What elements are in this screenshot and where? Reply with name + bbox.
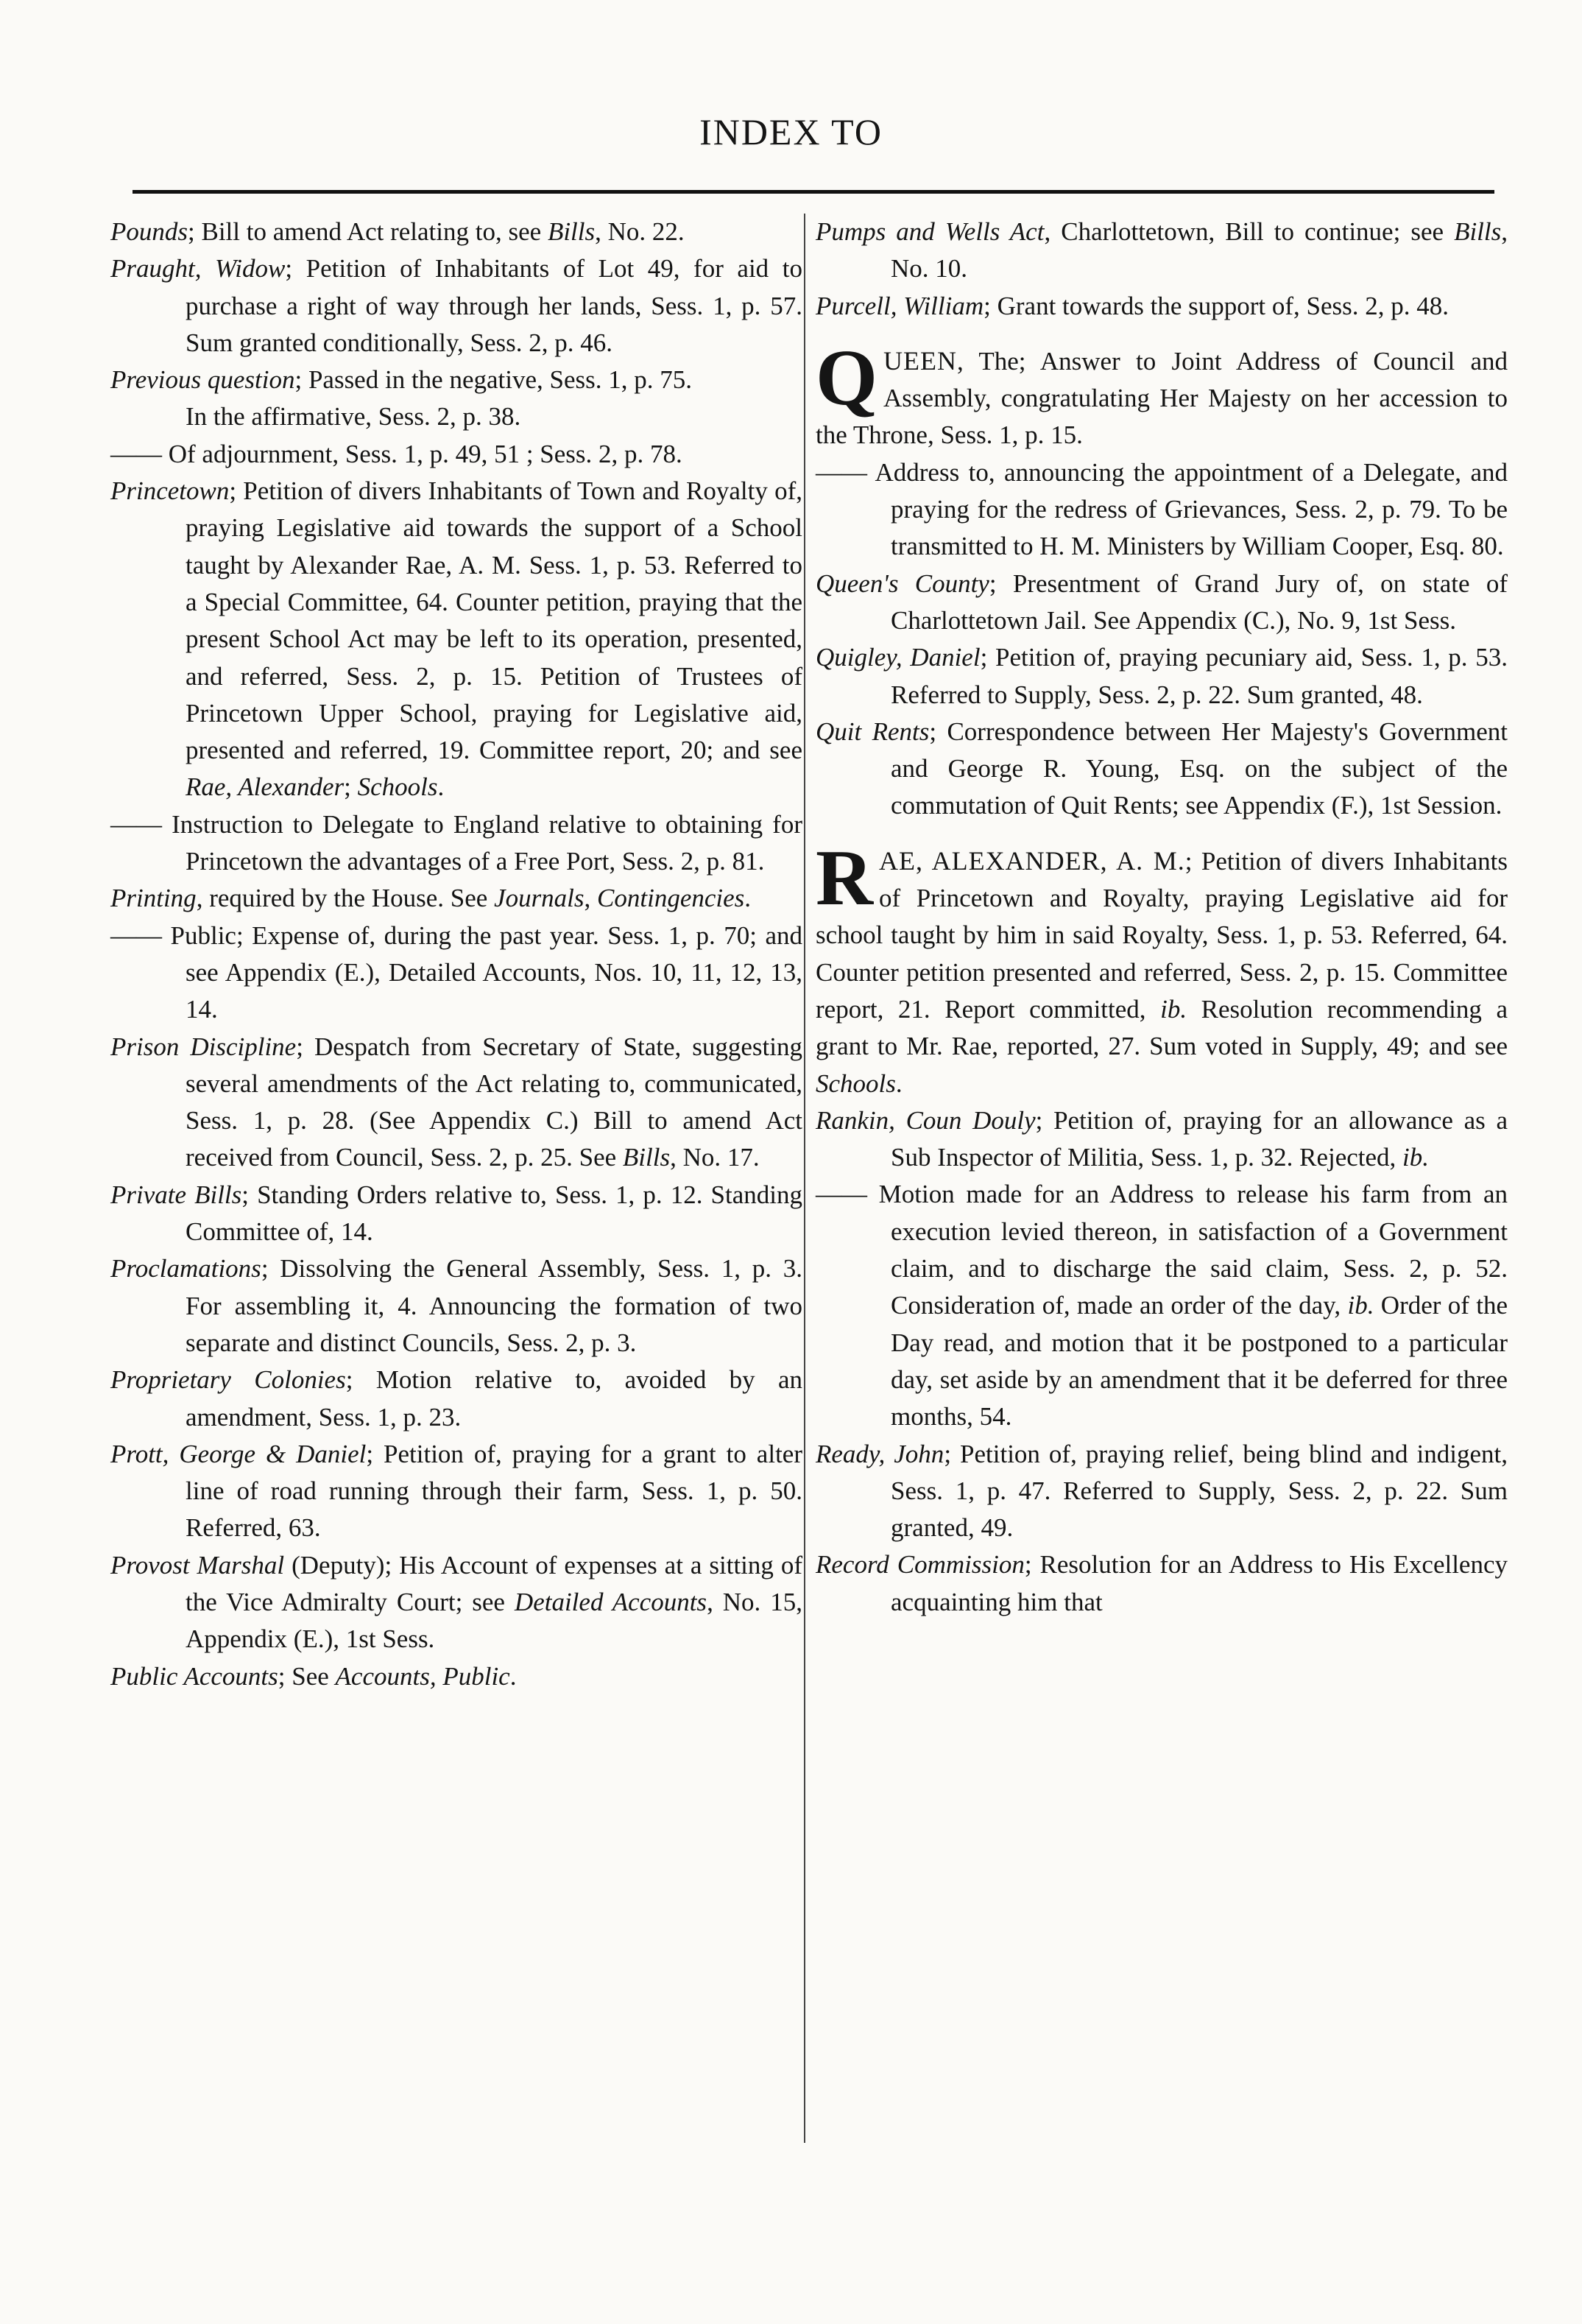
index-entry-praught: Praught, Widow; Petition of Inhabitants of Lot 49, for aid to purchase a right of way through her lands, Sess. 1, p. 57. Sum granted conditionally, Sess. 2, p. 46. <box>110 254 802 357</box>
index-entry-printing: Printing, required by the House. See Journals, Contingencies. <box>110 884 752 913</box>
index-entry-public-accounts: Public Accounts; See Accounts, Public. <box>110 1661 517 1691</box>
index-entry-pounds: Pounds; Bill to amend Act relating to, see Bills, No. 22. <box>110 217 685 246</box>
index-entry-provost-marshal: Provost Marshal (Deputy); His Account of expenses at a sitting of the Vice Admiralty Court; see Detailed Accounts, No. 15, Appendix (E.), 1st Sess. <box>110 1550 803 1654</box>
index-entry-rankin: Rankin, Coun Douly; Petition of, praying for an allowance as a Sub Inspector of Militia, Sess. 1, p. 32. Rejected, ib. <box>816 1105 1508 1172</box>
index-entry-record-commission: Record Commission; Resolution for an Address to His Excellency acquainting him that <box>816 1550 1508 1616</box>
index-entry-proclamations: Proclamations; Dissolving the General Assembly, Sess. 1, p. 3. For assembling it, 4. Announcing the formation of two separate and distinct Councils, Sess. 2, p. 3. <box>110 1254 802 1357</box>
index-entry-private-bills: Private Bills; Standing Orders relative to, Sess. 1, p. 12. Standing Committee of, 14. <box>110 1180 802 1247</box>
index-entry-purcell: Purcell, William; Grant towards the support of, Sess. 2, p. 48. <box>816 291 1449 320</box>
drop-cap-q: Q <box>816 334 878 422</box>
drop-cap-r: R <box>816 834 873 922</box>
column-divider <box>804 214 805 2143</box>
index-subentry: —— Instruction to Delegate to England relative to obtaining for Princetown the advantages of a Free Port, Sess. 2, p. 81. <box>110 809 802 876</box>
index-entry-princetown: Princetown; Petition of divers Inhabitants of Town and Royalty of, praying Legislative aid towards the support of a School taught by Alexander Rae, A. M. Sess. 1, p. 53. Referred to a Special Committee, 64. Counter petition, praying that the present School Act may be left to its operation, presented, and referred, Sess. 2, p. 15. Petition of Trustees of Princetown Upper School, praying for Legislative aid, presented and referred, 19. Committee report, 20; and see Rae, Alexander; Schools. <box>110 476 802 802</box>
index-entry-pumps: Pumps and Wells Act, Charlottetown, Bill to continue; see Bills, No. 10. <box>816 217 1508 284</box>
left-column <box>110 214 802 1695</box>
index-entry-previous-question: Previous question; Passed in the negative, Sess. 1, p. 75. <box>110 365 692 395</box>
index-entry-queens-county: Queen's County; Presentment of Grand Jury of, on state of Charlottetown Jail. See Appendix (C.), No. 9, 1st Sess. <box>816 568 1508 635</box>
index-entry-quit-rents: Quit Rents; Correspondence between Her Majesty's Government and George R. Young, Esq. on the subject of the commutation of Quit Rents; see Appendix (F.), 1st Session. <box>816 716 1508 820</box>
index-subentry: —— Public; Expense of, during the past year. Sess. 1, p. 70; and see Appendix (E.), Detailed Accounts, Nos. 10, 11, 12, 13, 14. <box>110 920 802 1024</box>
index-subentry: —— Motion made for an Address to release his farm from an execution levied thereon, in satisfaction of a Government claim, and to discharge the said claim, Sess. 2, p. 52. Consideration of, made an order of the day, ib. Order of the Day read, and motion that it be postponed to a particular day, set aside by an amendment that it be deferred for three months, 54. <box>816 1180 1508 1432</box>
index-entry-rae: RAE, ALEXANDER, A. M.; Petition of divers Inhabitants of Princetown and Royalty, praying Legislative aid for school taught by him in said Royalty, Sess. 1, p. 53. Referred, 64. Counter petition presented and referred, Sess. 2, p. 15. Committee report, 21. Report committed, ib. Resolution recommending a grant to Mr. Rae, reported, 27. Sum voted in Supply, 49; and see Schools. <box>816 834 1508 1098</box>
index-entry-proprietary-colonies: Proprietary Colonies; Motion relative to, avoided by an amendment, Sess. 1, p. 23. <box>110 1365 802 1432</box>
index-subentry: In the affirmative, Sess. 2, p. 38. <box>186 402 521 432</box>
right-column <box>816 214 1508 1621</box>
index-entry-prott: Prott, George & Daniel; Petition of, praying for a grant to alter line of road running through their farm, Sess. 1, p. 50. Referred, 63. <box>110 1439 802 1543</box>
index-entry-queen: QUEEN, The; Answer to Joint Address of Council and Assembly, congratulating Her Majesty on her accession to the Throne, Sess. 1, p. 15. <box>816 334 1508 450</box>
index-subentry: —— Of adjournment, Sess. 1, p. 49, 51 ; Sess. 2, p. 78. <box>110 439 682 468</box>
page-header: INDEX TO <box>699 111 883 152</box>
index-entry-ready: Ready, John; Petition of, praying relief, being blind and indigent, Sess. 1, p. 47. Referred to Supply, Sess. 2, p. 22. Sum granted, 49. <box>816 1439 1508 1543</box>
index-entry-quigley: Quigley, Daniel; Petition of, praying pecuniary aid, Sess. 1, p. 53. Referred to Supply, Sess. 2, p. 22. Sum granted, 48. <box>816 643 1508 709</box>
header-rule <box>133 190 1494 194</box>
index-subentry: —— Address to, announcing the appointment of a Delegate, and praying for the redress of Grievances, Sess. 2, p. 79. To be transmitted to H. M. Ministers by William Cooper, Esq. 80. <box>816 457 1508 561</box>
index-entry-prison-discipline: Prison Discipline; Despatch from Secretary of State, suggesting several amendments of the Act relating to, communicated, Sess. 1, p. 28. (See Appendix C.) Bill to amend Act received from Council, Sess. 2, p. 25. See Bills, No. 17. <box>110 1032 802 1172</box>
